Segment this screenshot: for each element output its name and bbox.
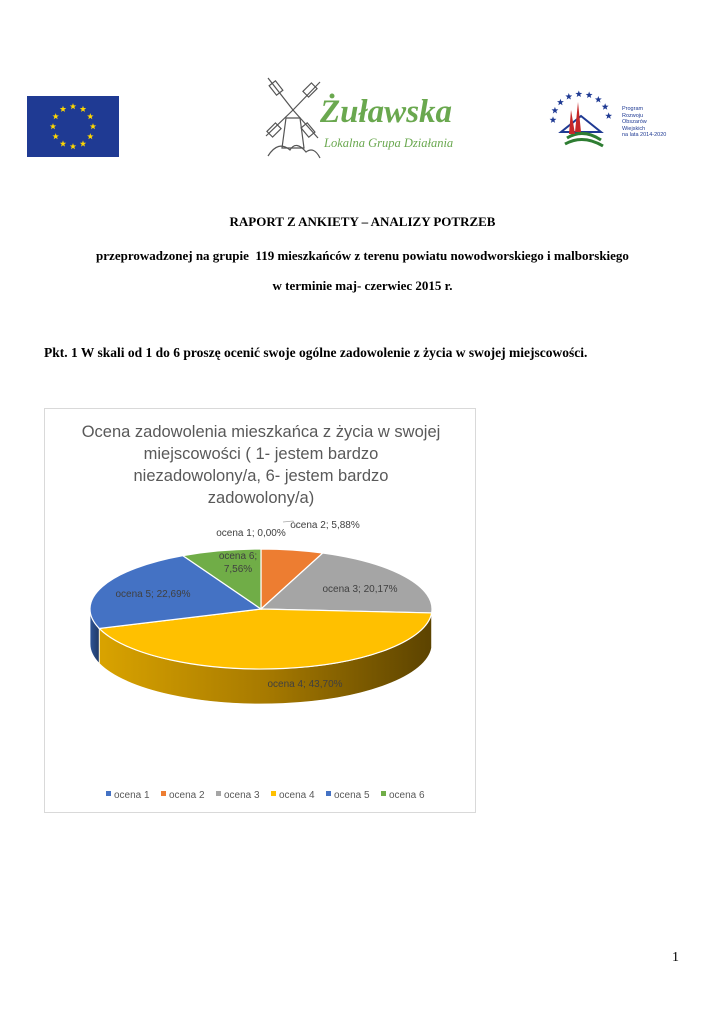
report-subtitle: przeprowadzonej na grupie 119 mieszkańców z terenu powiatu nowodworskiego i malborskiego: [96, 248, 629, 263]
legend-label: ocena 6: [389, 790, 425, 801]
lgd-logo-name: Żuławska: [320, 94, 453, 130]
legend-label: ocena 4: [279, 790, 315, 801]
legend-label: ocena 5: [334, 790, 370, 801]
chart-title-line: miejscowości ( 1- jestem bardzo: [143, 445, 379, 463]
lgd-logo-subtitle: Lokalna Grupa Działania: [324, 136, 454, 150]
prow-logo: [545, 88, 667, 150]
legend-swatch: [161, 791, 166, 796]
star-icon: [557, 99, 564, 106]
star-icon: [552, 107, 559, 114]
windmill-icon: [258, 70, 328, 165]
data-label: ocena 5; 22,69%: [115, 589, 191, 600]
eu-flag-logo: [27, 96, 119, 157]
star-icon: [550, 116, 557, 123]
question-text: Pkt. 1 W skali od 1 do 6 proszę ocenić swoje ogólne zadowolenie z życia w swojej miejscowości.: [44, 345, 588, 360]
legend-swatch: [106, 791, 111, 796]
data-label: 7,56%: [223, 564, 253, 575]
legend-label: ocena 1: [114, 790, 150, 801]
report-date: w terminie maj- czerwiec 2015 r.: [272, 278, 453, 293]
data-label: ocena 2; 5,88%: [290, 520, 360, 531]
legend-label: ocena 3: [224, 790, 260, 801]
legend-swatch: [216, 791, 221, 796]
chart-title-line: Ocena zadowolenia mieszkańca z życia w swojej: [81, 423, 441, 441]
pie-chart: [45, 409, 475, 812]
report-title: RAPORT Z ANKIETY – ANALIZY POTRZEB: [229, 214, 496, 229]
eu-flag-icon: [27, 96, 119, 157]
prow-line-3: Obszarów: [622, 119, 647, 125]
prow-line-4: Wiejskich: [622, 125, 646, 132]
data-label: ocena 3; 20,17%: [322, 584, 398, 595]
legend-swatch: [326, 791, 331, 796]
star-icon: [605, 112, 612, 119]
prow-line-2: Rozwoju: [622, 112, 644, 119]
legend-swatch: [271, 791, 276, 796]
prow-emblem-icon: [545, 88, 620, 150]
data-label: ocena 6;: [218, 551, 258, 562]
prow-line-5: na lata 2014-2020: [622, 132, 667, 138]
star-icon: [602, 103, 609, 110]
lgd-zulawska-logo: [258, 70, 468, 165]
prow-line-1: Program: [622, 106, 644, 112]
prow-text: [622, 106, 666, 139]
chart-container: [44, 408, 476, 813]
legend-swatch: [381, 791, 386, 796]
page-number: 1: [672, 950, 679, 965]
star-icon: [565, 93, 572, 100]
chart-title-line: niezadowolony/a, 6- jestem bardzo: [133, 467, 389, 485]
data-label: ocena 1; 0,00%: [216, 528, 286, 539]
star-icon: [575, 90, 582, 97]
star-icon: [595, 96, 602, 103]
data-label: ocena 4; 43,70%: [267, 679, 343, 690]
star-icon: [586, 92, 593, 99]
legend-label: ocena 2: [169, 790, 205, 801]
chart-title-line: zadowolony/a): [207, 489, 315, 507]
